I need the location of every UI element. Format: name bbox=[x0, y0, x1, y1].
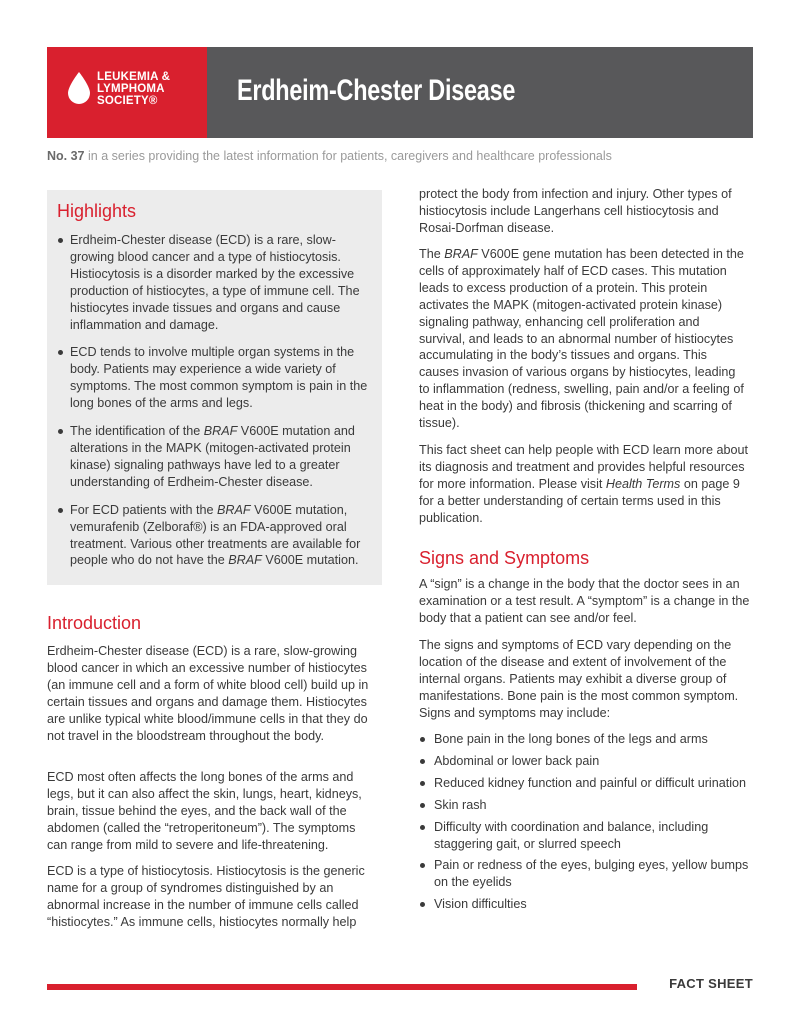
signs-paragraph-2: The signs and symptoms of ECD vary depending on the location of the disease and extent of involvement of the internal organs. Patients may exhibit a diverse group of manifestations. Bone pain is the most common symptom. Signs and symptoms may include: bbox=[419, 638, 739, 720]
footer-rule bbox=[47, 984, 637, 990]
logo-text bbox=[97, 71, 170, 107]
highlight-item: The identification of the BRAF V600E mutation and alterations in the MAPK (mitogen-activated protein kinase) signaling pathways have led to a greater understanding of Erdheim-Chester disease. bbox=[47, 423, 382, 491]
logo-line-1: LEUKEMIA & bbox=[97, 71, 171, 83]
right-paragraph-1: protect the body from infection and injury. Other types of histiocytosis include Langerhans cell histiocytosis and Rosai-Dorfman disease. bbox=[419, 187, 732, 235]
highlight-item: Erdheim-Chester disease (ECD) is a rare, slow-growing blood cancer and a type of histiocytosis. Histiocytosis is a disorder marked by the excessive production of histiocytes, a type of immune cell. The histiocytes invade tissues and organs and cause inflammation and damage. bbox=[47, 232, 382, 333]
highlights-heading: Highlights bbox=[57, 201, 137, 221]
title-banner bbox=[207, 47, 753, 138]
logo-line-3: SOCIETY® bbox=[97, 95, 158, 107]
page-header bbox=[47, 47, 753, 138]
fact-sheet-label: FACT SHEET bbox=[669, 976, 753, 991]
highlight-item: For ECD patients with the BRAF V600E mutation, vemurafenib (Zelboraf®) is an FDA-approved oral treatment. Various other treatments are available for people who do not have the BRAF V600E mutation. bbox=[47, 502, 382, 570]
logo-line-2: LYMPHOMA bbox=[97, 83, 165, 95]
symptom-item: Difficulty with coordination and balance, including staggering gait, or slurred speech bbox=[419, 819, 755, 853]
symptom-item: Reduced kidney function and painful or difficult urination bbox=[419, 775, 755, 792]
introduction-heading: Introduction bbox=[47, 613, 142, 633]
symptom-list bbox=[419, 731, 755, 918]
highlights-list bbox=[47, 232, 382, 580]
signs-paragraph-1: A “sign” is a change in the body that the doctor sees in an examination or a test result. A “symptom” is a change in the body that a patient can see and/or feel. bbox=[419, 577, 750, 625]
intro-paragraph-2: ECD most often affects the long bones of the arms and legs, but it can also affect the skin, lungs, heart, kidneys, brain, tissue behind the eyes, and the back wall of the abdomen (called the “retroperitoneum”). The symptoms can range from mild to severe and life-threatening. bbox=[47, 770, 362, 852]
highlights-box bbox=[47, 190, 382, 585]
symptom-item: Vision difficulties bbox=[419, 896, 755, 913]
series-number: No. 37 bbox=[47, 149, 85, 163]
symptom-item: Skin rash bbox=[419, 797, 755, 814]
series-text: in a series providing the latest information for patients, caregivers and healthcare professionals bbox=[84, 149, 612, 163]
drop-icon bbox=[68, 72, 90, 104]
page-title: Erdheim-Chester Disease bbox=[237, 74, 516, 107]
intro-paragraph-3: ECD is a type of histiocytosis. Histiocytosis is the generic name for a group of syndromes distinguished by an abnormal increase in the number of immune cells called “histiocytes.” As immune cells, histiocytes normally help bbox=[47, 864, 365, 929]
lls-logo bbox=[47, 47, 207, 138]
series-line bbox=[47, 149, 753, 163]
right-paragraph-3: This fact sheet can help people with ECD learn more about its diagnosis and treatment and provides helpful resources for more information. Please visit Health Terms on page 9 for a better understanding of certain terms used in this publication. bbox=[419, 443, 749, 525]
signs-heading: Signs and Symptoms bbox=[419, 548, 590, 568]
intro-paragraph-1: Erdheim-Chester disease (ECD) is a rare, slow-growing blood cancer in which an excessive number of histiocytes (an immune cell and a form of white blood cell) build up in certain tissues and organs and damage them. Histiocytes are unlike typical white blood/immune cells in that they do not travel in the bloodstream throughout the body. bbox=[47, 644, 369, 743]
symptom-item: Abdominal or lower back pain bbox=[419, 753, 755, 770]
symptom-item: Pain or redness of the eyes, bulging eyes, yellow bumps on the eyelids bbox=[419, 857, 755, 891]
symptom-item: Bone pain in the long bones of the legs and arms bbox=[419, 731, 755, 748]
highlight-item: ECD tends to involve multiple organ systems in the body. Patients may experience a wide variety of symptoms. The most common symptom is pain in the long bones of the arms and legs. bbox=[47, 344, 382, 412]
right-paragraph-2: The BRAF V600E gene mutation has been detected in the cells of approximately half of ECD cases. This mutation leads to excess production of a protein. This protein activates the MAPK (mitogen-activated protein kinase) signaling pathway, enhancing cell proliferation and survival, and leads to an abnormal number of histiocytes accumulating in the body’s tissues and organs. This causes invasion of various organs by histiocytes, leading to inflammation (redness, swelling, pain and/or a feeling of heat in the body) and fibrosis (thickening and scarring of tissue). bbox=[419, 247, 744, 431]
